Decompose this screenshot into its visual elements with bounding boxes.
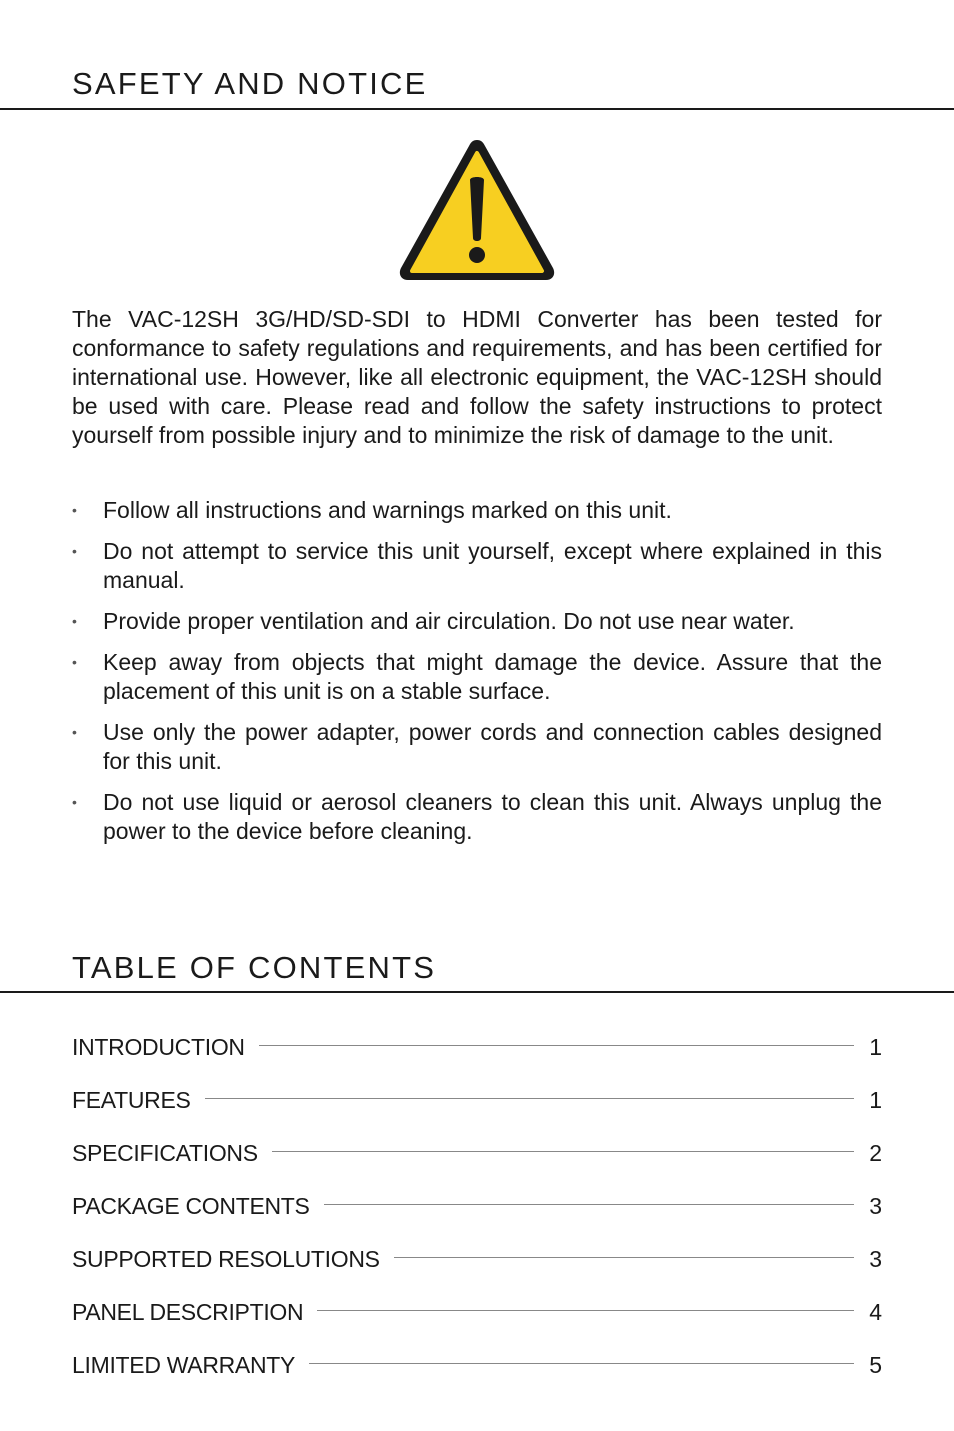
bullet-text: Do not use liquid or aerosol cleaners to clean this unit. Always unplug the power to the device before cleaning. — [103, 789, 882, 844]
bullet-icon: • — [72, 613, 77, 629]
list-item — [72, 537, 882, 595]
toc-page-number: 1 — [869, 1087, 882, 1113]
toc-list — [72, 1013, 882, 1384]
toc-leader-line — [317, 1310, 854, 1311]
safety-bullet-list — [72, 496, 882, 858]
toc-entry-label: PACKAGE CONTENTS — [72, 1193, 310, 1219]
bullet-icon: • — [72, 654, 77, 670]
toc-entry-label: PANEL DESCRIPTION — [72, 1299, 304, 1325]
list-item — [72, 496, 882, 525]
toc-page-number: 1 — [869, 1034, 882, 1060]
toc-entry-specifications[interactable] — [72, 1119, 882, 1172]
list-item — [72, 648, 882, 706]
toc-page-number: 3 — [869, 1246, 882, 1272]
toc-entry-label: INTRODUCTION — [72, 1034, 245, 1060]
toc-entry-introduction[interactable] — [72, 1013, 882, 1066]
toc-entry-package-contents[interactable] — [72, 1172, 882, 1225]
toc-leader-line — [309, 1363, 854, 1364]
toc-leader-line — [324, 1204, 854, 1205]
toc-leader-line — [272, 1151, 854, 1152]
toc-page-number: 4 — [869, 1299, 882, 1325]
toc-entry-label: SPECIFICATIONS — [72, 1140, 258, 1166]
toc-leader-line — [205, 1098, 854, 1099]
list-item — [72, 718, 882, 776]
bullet-text: Provide proper ventilation and air circulation. Do not use near water. — [103, 608, 795, 634]
toc-leader-line — [394, 1257, 854, 1258]
toc-divider — [0, 991, 954, 993]
toc-entry-panel-description[interactable] — [72, 1278, 882, 1331]
toc-entry-limited-warranty[interactable] — [72, 1331, 882, 1384]
bullet-text: Do not attempt to service this unit yourself, except where explained in this manual. — [103, 538, 882, 593]
safety-divider — [0, 108, 954, 110]
toc-page-number: 2 — [869, 1140, 882, 1166]
toc-page-number: 5 — [869, 1352, 882, 1378]
toc-entry-label: FEATURES — [72, 1087, 191, 1113]
bullet-icon: • — [72, 543, 77, 559]
bullet-text: Keep away from objects that might damage the device. Assure that the placement of this unit is on a stable surface. — [103, 649, 882, 704]
safety-title: SAFETY AND NOTICE — [72, 66, 428, 101]
toc-entry-features[interactable] — [72, 1066, 882, 1119]
bullet-icon: • — [72, 794, 77, 810]
toc-leader-line — [259, 1045, 854, 1046]
bullet-icon: • — [72, 724, 77, 740]
bullet-text: Use only the power adapter, power cords and connection cables designed for this unit. — [103, 719, 882, 774]
warning-triangle-icon — [396, 136, 558, 284]
bullet-icon: • — [72, 502, 77, 518]
toc-entry-label: SUPPORTED RESOLUTIONS — [72, 1246, 380, 1272]
bullet-text: Follow all instructions and warnings marked on this unit. — [103, 497, 672, 523]
safety-intro: The VAC-12SH 3G/HD/SD-SDI to HDMI Converter has been tested for conformance to safety regulations and requirements, and has been certified for international use. However, like all electronic equipment, the VAC-12SH should be used with care. Please read and follow the safety instructions to protect yourself from possible injury and to minimize the risk of damage to the unit. — [72, 306, 882, 448]
toc-page-number: 3 — [869, 1193, 882, 1219]
list-item — [72, 788, 882, 846]
toc-entry-supported-resolutions[interactable] — [72, 1225, 882, 1278]
list-item — [72, 607, 882, 636]
toc-title: TABLE OF CONTENTS — [72, 950, 437, 985]
toc-entry-label: LIMITED WARRANTY — [72, 1352, 296, 1378]
